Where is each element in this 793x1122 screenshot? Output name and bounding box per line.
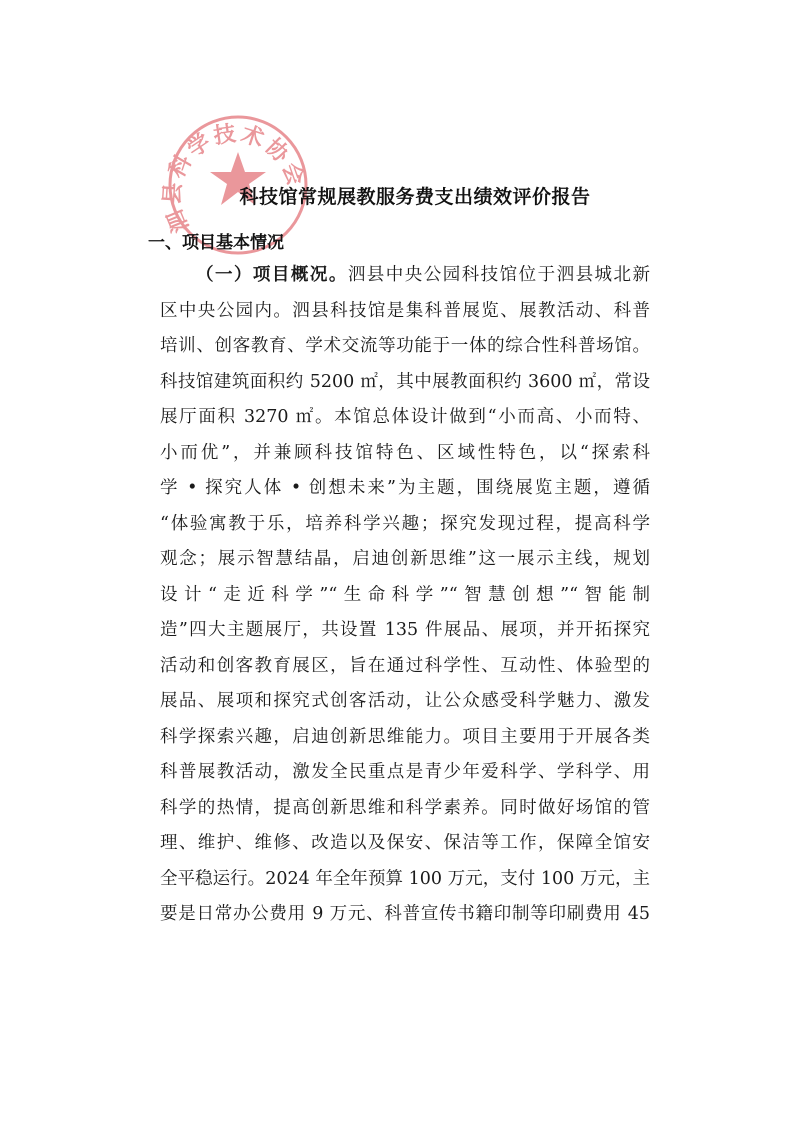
paragraph-line: （一）项目概况。泗县中央公园科技馆位于泗县城北新 [196,265,651,285]
sub-heading: （一）项目概况。 [196,265,348,285]
seal-text: 泗县科学技术协会 [160,121,309,236]
paragraph-line: 科技馆建筑面积约 5200 ㎡，其中展教面积约 3600 ㎡，常设 [160,371,650,392]
paragraph-line: 科学探索兴趣，启迪创新思维能力。项目主要用于开展各类 [160,726,650,747]
paragraph-line: 造”四大主题展厅，共设置 135 件展品、展项，并开拓探究 [160,620,650,640]
paragraph-line: 展品、展项和探究式创客活动，让公众感受科学魅力、激发 [160,691,650,711]
paragraph-line: “体验寓教于乐，培养科学兴趣；探究发现过程，提高科学 [160,513,650,534]
paragraph-line: 设计“走近科学”“生命科学”“智慧创想”“智能制 [160,584,650,605]
paragraph-line: 小而优”，并兼顾科技馆特色、区域性特色，以“探索科 [160,442,650,463]
paragraph-line: 观念；展示智慧结晶，启迪创新思维”这一展示主线，规划 [160,549,650,569]
paragraph-line: 理、维护、维修、改造以及保安、保洁等工作，保障全馆安 [160,833,650,853]
document-title: 科技馆常规展教服务费支出绩效评价报告 [239,186,591,208]
paragraph-line: 活动和创客教育展区，旨在通过科学性、互动性、体验型的 [160,655,650,676]
paragraph-line: 科学的热情，提高创新思维和科学素养。同时做好场馆的管 [160,797,650,818]
section-heading: 一、项目基本情况 [148,233,284,253]
paragraph-line: 展厅面积 3270 ㎡。本馆总体设计做到“小而高、小而特、 [160,407,650,427]
paragraph-line: 区中央公园内。泗县科技馆是集科普展览、展教活动、科普 [160,300,650,321]
body-text [160,258,650,933]
paragraph-line: 全平稳运行。2024 年全年预算 100 万元，支付 100 万元，主 [160,868,650,889]
paragraph-line: 学 • 探究人体 • 创想未来”为主题，围绕展览主题，遵循 [160,478,650,498]
paragraph-line: 科普展教活动，激发全民重点是青少年爱科学、学科学、用 [160,762,650,782]
paragraph-line: 培训、创客教育、学术交流等功能于一体的综合性科普场馆。 [160,336,650,356]
paragraph-line: 要是日常办公费用 9 万元、科普宣传书籍印制等印刷费用 45 [160,904,650,924]
